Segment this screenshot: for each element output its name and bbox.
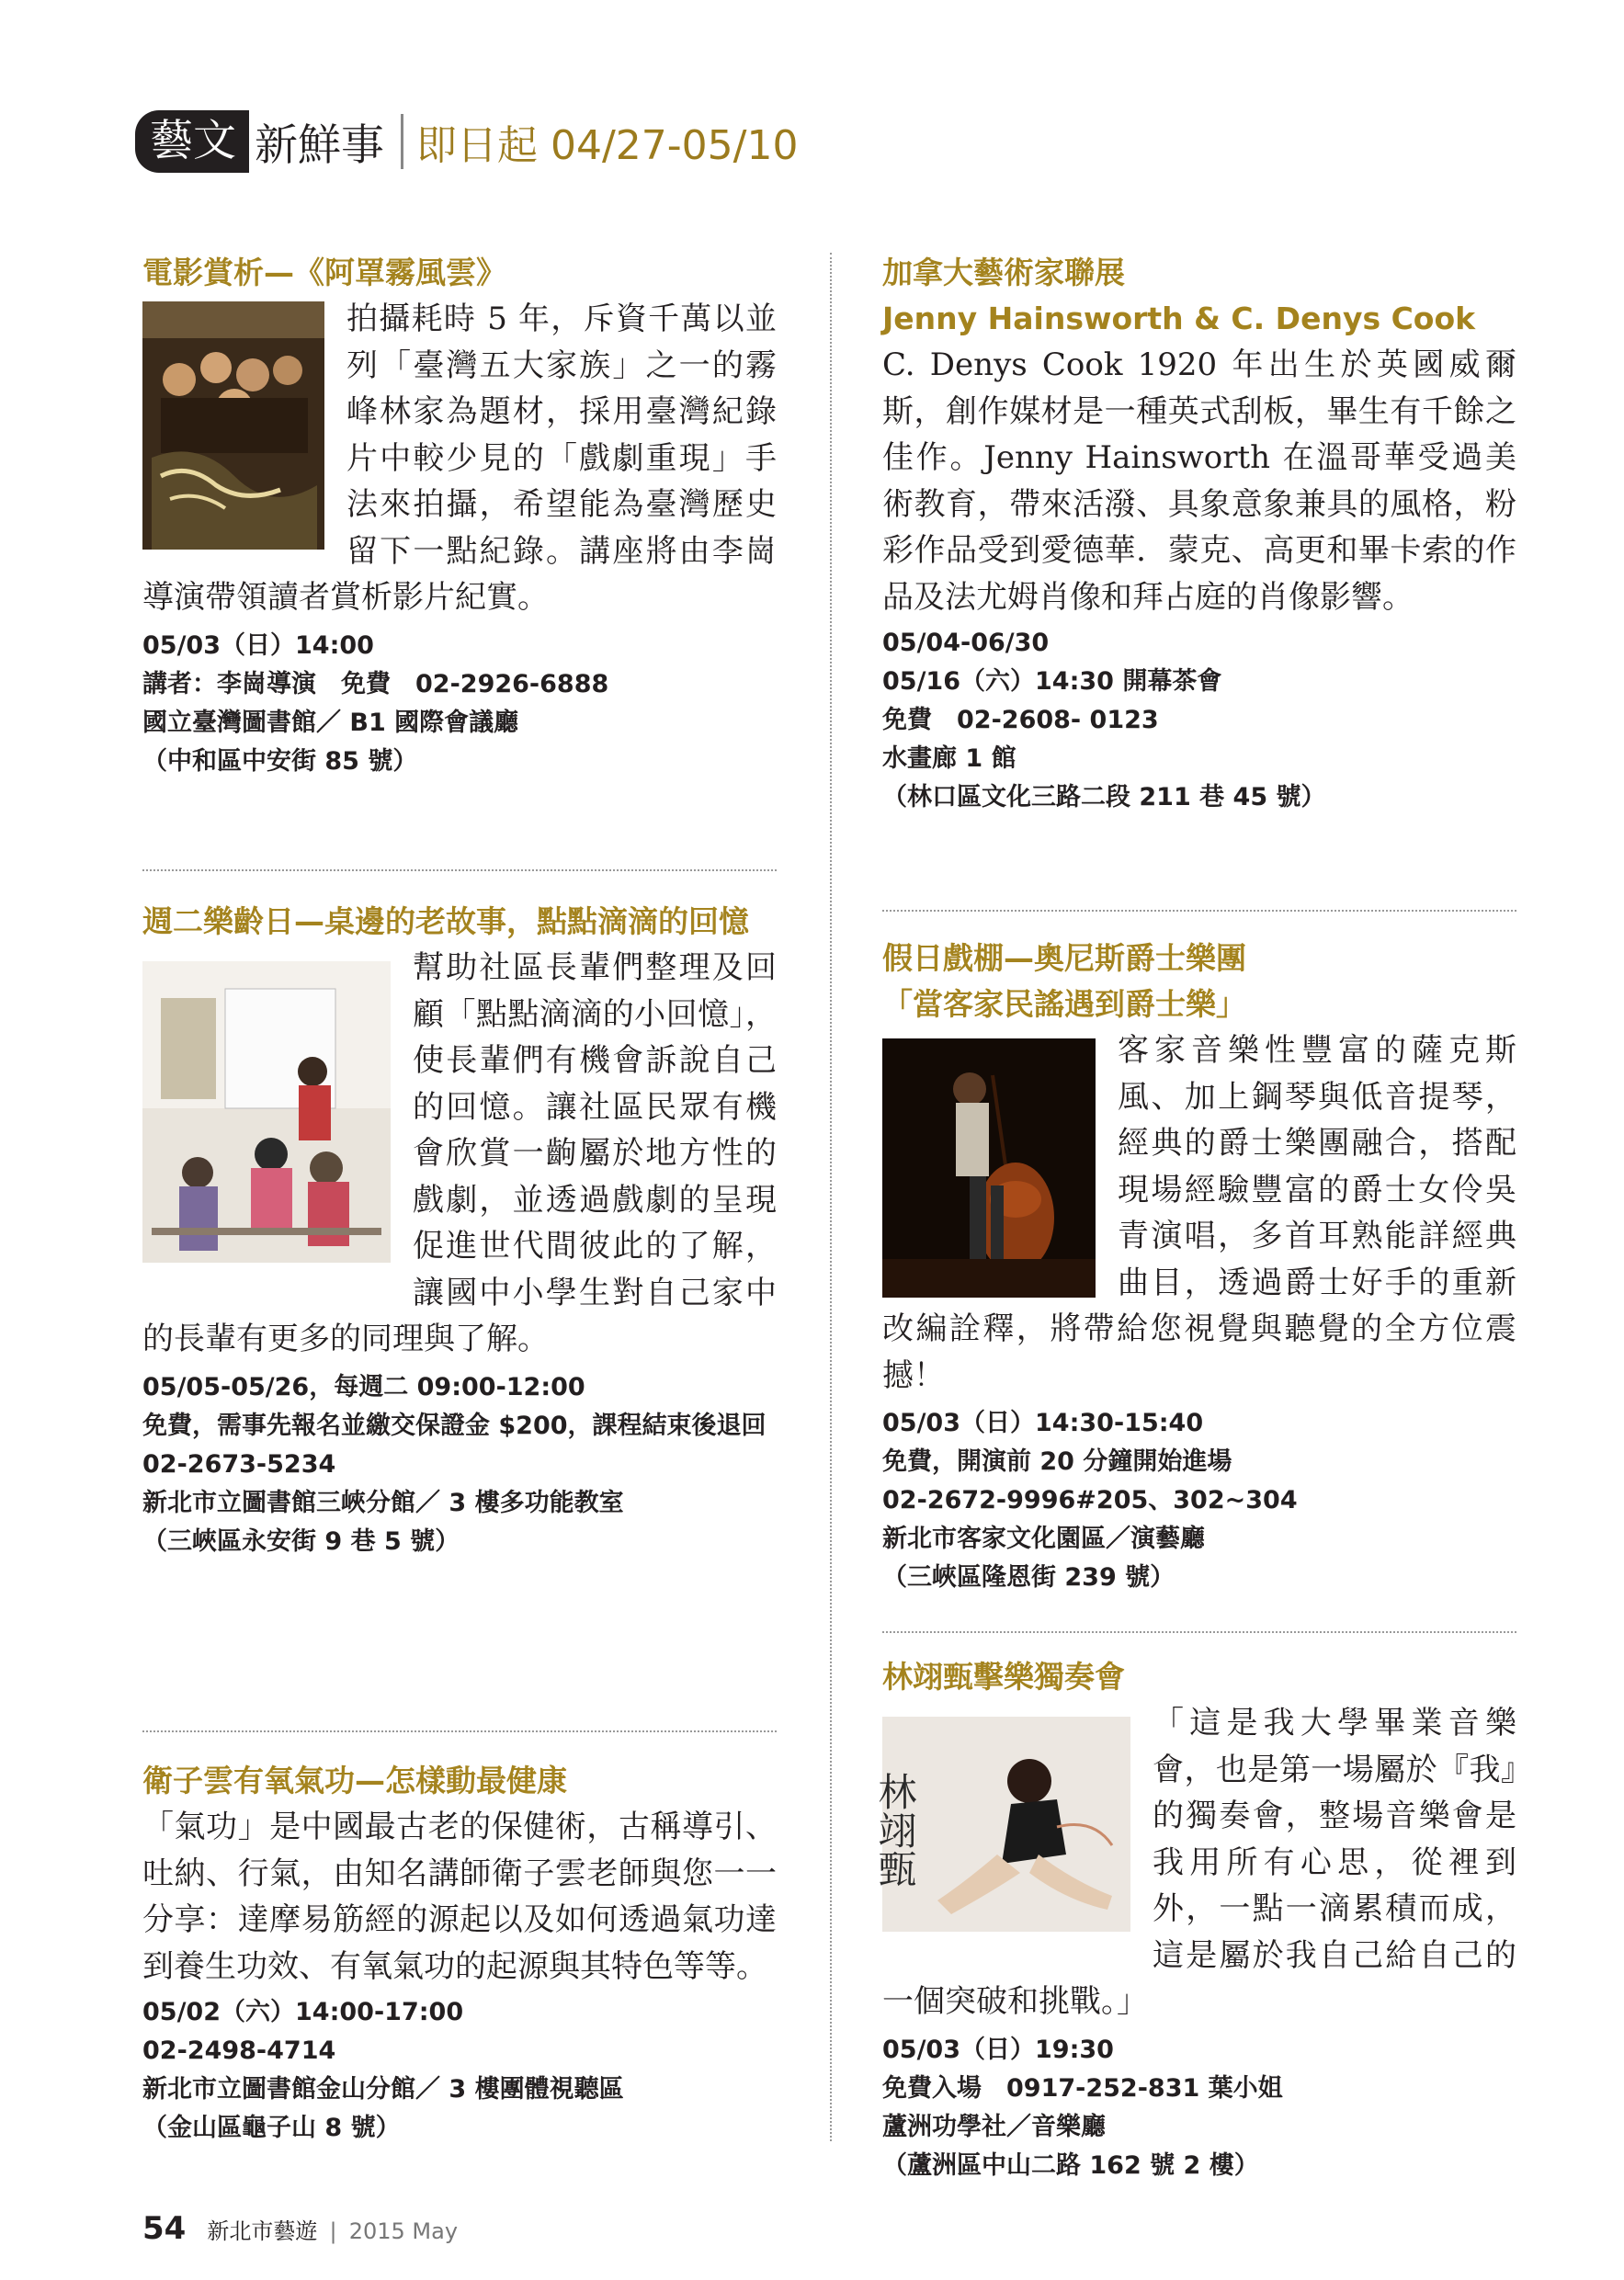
event-subtitle: Jenny Hainsworth & C. Denys Cook	[882, 301, 1476, 336]
section-divider	[142, 869, 777, 871]
event-fee: 免費，開演前 20 分鐘開始進場	[882, 1447, 1232, 1476]
event-date: 05/03（日）19:30	[882, 2035, 1114, 2064]
section-subtitle: 新鮮事	[255, 119, 384, 171]
event-elder-stories	[142, 899, 777, 1561]
event-phone: 02-2672-9996#205、302~304	[882, 1486, 1298, 1514]
event-date: 05/03（日）14:30-15:40	[882, 1409, 1204, 1437]
page-header	[135, 108, 798, 175]
event-description: C. Denys Cook 1920 年出生於英國威爾斯，創作媒材是一種英式刮板，畢生有千餘之佳作。Jenny Hainsworth 在溫哥華受過美術教育，帶來活潑、具象意象兼具的風格，粉彩作品受到愛德華．蒙克、高更和畢卡索的作品及法尤姆肖像和拜占庭的肖像影響。	[882, 346, 1516, 616]
event-address: （金山區龜子山 8 號）	[142, 2114, 401, 2142]
event-title: 加拿大藝術家聯展	[882, 255, 1125, 290]
event-opening: 05/16（六）14:30 開幕茶會	[882, 667, 1222, 696]
event-fee: 免費，需事先報名並繳交保證金 $200，課程結束後退回	[142, 1411, 767, 1440]
event-details	[882, 2031, 1516, 2185]
section-badge: 藝文	[135, 110, 249, 173]
event-description: 拍攝耗時 5 年，斥資千萬以並列「臺灣五大家族」之一的霧峰林家為題材，採用臺灣紀錄片中較少見的「戲劇重現」手法來拍攝，希望能為臺灣歷史留下一點紀錄。講座將由李崗導演帶領讀者賞析影片紀實。	[142, 301, 777, 616]
event-details	[882, 624, 1516, 817]
event-fee-phone: 免費 02-2608- 0123	[882, 706, 1159, 734]
event-percussion-recital	[872, 1654, 1516, 2185]
event-film-screening	[142, 250, 777, 781]
page-footer	[142, 2210, 458, 2247]
event-date: 05/03（日）14:00	[142, 630, 374, 660]
event-address: （蘆洲區中山二路 162 號 2 樓）	[882, 2150, 1259, 2180]
event-phone: 02-2673-5234	[142, 1449, 336, 1479]
event-description: 「這是我大學畢業音樂會，也是第一場屬於『我』的獨奏會，整場音樂會是我用所有心思，從裡到外，一點一滴累積而成，這是屬於我自己給自己的一個突破和挑戰。」	[882, 1705, 1516, 2020]
event-title: 週二樂齡日—桌邊的老故事，點點滴滴的回憶	[142, 903, 749, 939]
section-divider	[882, 910, 1516, 912]
event-venue: 國立臺灣圖書館／ B1 國際會議廳	[142, 708, 519, 737]
event-canadian-artists	[882, 250, 1516, 817]
event-address: （三峽區隆恩街 239 號）	[882, 1563, 1175, 1592]
section-divider	[882, 1631, 1516, 1633]
event-date: 05/02（六）14:00-17:00	[142, 1998, 464, 2026]
event-fee-contact: 免費入場 0917-252-831 葉小姐	[882, 2073, 1283, 2103]
poster-title-text: 林翊甄	[872, 1772, 918, 1888]
footer-separator: |	[329, 2218, 337, 2244]
event-title: 衛子雲有氧氣功—怎樣動最健康	[142, 1763, 567, 1798]
event-address: （中和區中安街 85 號）	[142, 746, 418, 776]
column-divider	[830, 253, 832, 2141]
jazz-bassist-photo	[882, 1038, 1096, 1298]
event-address: （三峽區永安街 9 巷 5 號）	[142, 1526, 460, 1556]
magazine-name: 新北市藝遊	[207, 2218, 318, 2244]
event-description: 「氣功」是中國最古老的保健術，古稱導引、吐納、行氣，由知名講師衛子雲老師與您一一分享：達摩易筋經的源起以及如何透過氣功達到養生功效、有氧氣功的起源與其特色等等。	[142, 1809, 777, 1985]
header-divider	[401, 114, 403, 169]
event-date: 05/05-05/26，每週二 09:00-12:00	[142, 1372, 585, 1401]
event-description: 幫助社區長輩們整理及回顧「點點滴滴的小回憶」，使長輩們有機會訴說自己的回憶。讓社區民眾有機會欣賞一齣屬於地方性的戲劇，並透過戲劇的呈現促進世代間彼此的了解，讓國中小學生對自己家中的長輩有更多的同理與了解。	[142, 949, 777, 1357]
event-venue: 新北市立圖書館三峽分館／ 3 樓多功能教室	[142, 1488, 624, 1517]
event-phone: 02-2498-4714	[142, 2036, 336, 2065]
community-class-photo	[142, 961, 391, 1263]
event-speaker-contact: 講者：李崗導演 免費 02-2926-6888	[142, 669, 609, 698]
event-qigong	[142, 1758, 777, 2148]
film-poster-image	[142, 301, 324, 550]
event-title: 電影賞析—《阿罩霧風雲》	[142, 255, 506, 290]
page-number: 54	[142, 2210, 187, 2247]
recital-poster-image	[872, 1717, 1130, 1932]
event-title: 林翊甄擊樂獨奏會	[882, 1659, 1125, 1695]
event-address: （林口區文化三路二段 211 巷 45 號）	[882, 783, 1326, 811]
event-venue: 蘆洲功學社／音樂廳	[882, 2112, 1106, 2141]
event-date: 05/04-06/30	[882, 629, 1050, 657]
event-details	[142, 627, 777, 781]
event-details	[882, 1404, 1516, 1597]
event-jazz-band	[882, 936, 1516, 1597]
date-range: 即日起 04/27-05/10	[416, 122, 799, 169]
event-details	[142, 1368, 777, 1561]
event-title: 假日戲棚—奧尼斯爵士樂團	[882, 940, 1246, 976]
event-venue: 新北市客家文化園區／演藝廳	[882, 1525, 1205, 1553]
event-details	[142, 1993, 777, 2148]
event-venue: 新北市立圖書館金山分館／ 3 樓團體視聽區	[142, 2075, 624, 2104]
event-venue: 水畫廊 1 館	[882, 744, 1016, 773]
event-description: 客家音樂性豐富的薩克斯風、加上鋼琴與低音提琴，經典的爵士樂團融合，搭配現場經驗豐富的爵士女伶吳青演唱，多首耳熟能詳經典曲目，透過爵士好手的重新改編詮釋，將帶給您視覺與聽覺的全方位震撼！	[882, 1032, 1516, 1394]
event-subtitle: 「當客家民謠遇到爵士樂」	[882, 986, 1246, 1022]
section-divider	[142, 1730, 777, 1732]
issue-month: 2015 May	[348, 2218, 459, 2244]
